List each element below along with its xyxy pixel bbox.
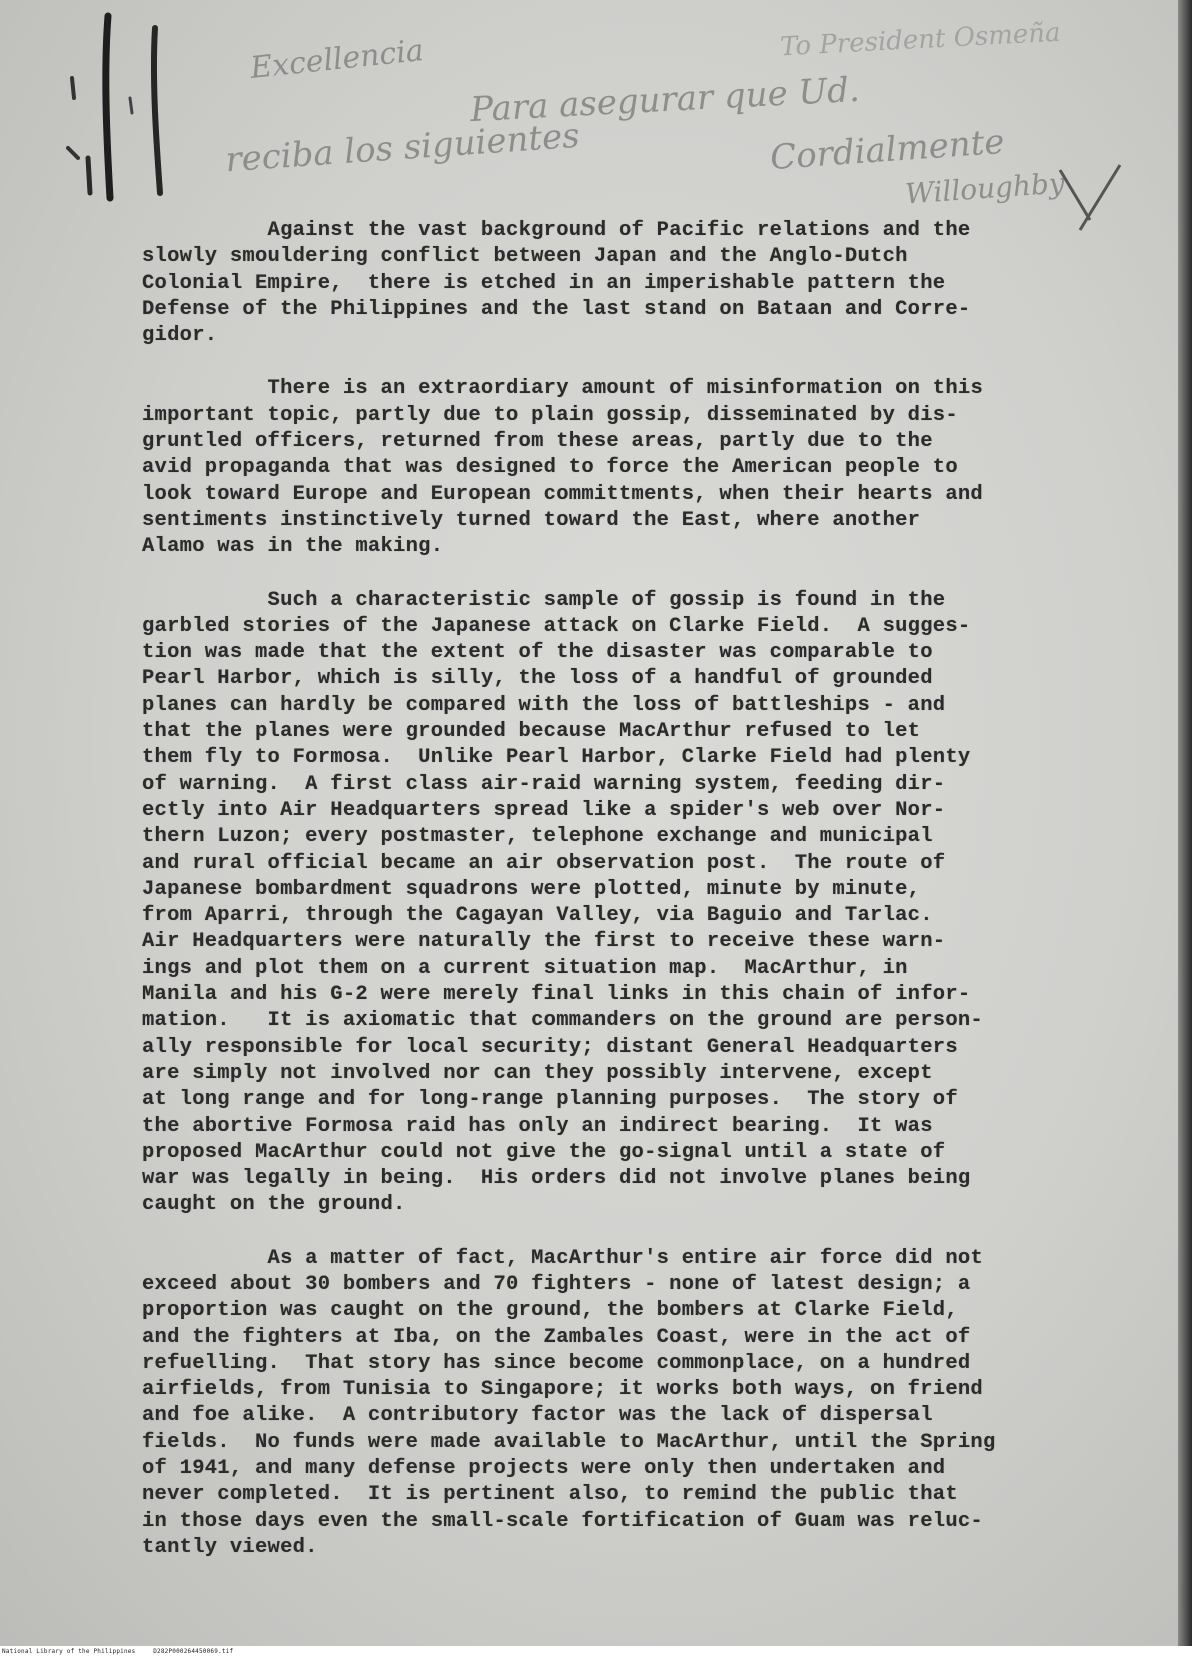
handwritten-addressee: To President Osmeña xyxy=(779,17,1062,63)
handwritten-signature: Willoughby xyxy=(904,166,1066,211)
scan-edge xyxy=(1178,0,1192,1646)
footer-text xyxy=(2,1646,247,1658)
handwritten-salutation: Excellencia xyxy=(248,33,426,86)
typed-body xyxy=(142,218,1082,1588)
footer-library: National Library of the Philippines xyxy=(2,1648,136,1655)
paragraph: Against the vast background of Pacific relations and the slowly smouldering conflict between Japan and the Anglo-Dutch Colonial Empire, there is etched in an imperishable pattern the Defense of the Philippines and the last stand on Bataan and Corre- gidor. xyxy=(142,219,971,348)
footer-file: D282P000264450069.tif xyxy=(153,1648,234,1655)
handwritten-closing: Cordialmente xyxy=(768,121,1006,179)
scan-footer xyxy=(0,1646,1192,1658)
handwritten-line-3: reciba los siguientes xyxy=(224,115,581,181)
binding-marks xyxy=(60,8,190,208)
paragraph: As a matter of fact, MacArthur's entire air force did not exceed about 30 bombers and 70 fighters - none of latest design; a proportion was caught on the ground, the bombers at Clarke Field, and the fighters at Iba, on the Zambales Coast, were in the act of refuelling. That story has since become commonplace, on a hundred airfields, from Tunisia to Singapore; it works both ways, on friend and foe alike. A contributory factor was the lack of dispersal fields. No funds were made available to MacArthur, until the Spring of 1941, and many defense projects were only then undertaken and never completed. It is pertinent also, to remind the public that in those days even the small-scale fortification of Guam was reluc- tantly viewed. xyxy=(142,1246,996,1559)
handwritten-line-2: Para asegurar que Ud. xyxy=(469,69,861,131)
paragraph: Such a characteristic sample of gossip is found in the garbled stories of the Japanese attack on Clarke Field. A sugges- tion was made that the extent of the disaster was comparable to Pearl Harbor, which is silly, the loss of a handful of grounded planes can hardly be compared with the loss of battleships - and that the planes were grounded because MacArthur refused to let them fly to Formosa. Unlike Pearl Harbor, Clarke Field had plenty of warning. A first class air-raid warning system, feeding dir- ectly into Air Headquarters spread like a spider's web over Nor- thern Luzon; every postmaster, telephone exchange and municipal and rural official became an air observation post. The route of Japanese bombardment squadrons were plotted, minute by minute, from Aparri, through the Cagayan Valley, via Baguio and Tarlac. Air Headquarters were naturally the first to receive these warn- ings and plot them on a current situation map. MacArthur, in Manila and his G-2 were merely final links in this chain of infor- mation. It is axiomatic that commanders on the ground are person- ally responsible for local security; distant General Headquarters are simply not involved nor can they possibly intervene, except at long range and for long-range planning purposes. The story of the abortive Formosa raid has only an indirect bearing. It was proposed MacArthur could not give the go-signal until a state of war was legally in being. His orders did not involve planes being caught on the ground. xyxy=(142,588,983,1217)
paragraph: There is an extraordiary amount of misinformation on this important topic, partly due to plain gossip, disseminated by dis- gruntled officers, returned from these areas, partly due to the avid propaganda that was designed to force the American people to look toward Europe and European committments, when their hearts and sentiments instinctively turned toward the East, where another Alamo was in the making. xyxy=(142,377,983,559)
